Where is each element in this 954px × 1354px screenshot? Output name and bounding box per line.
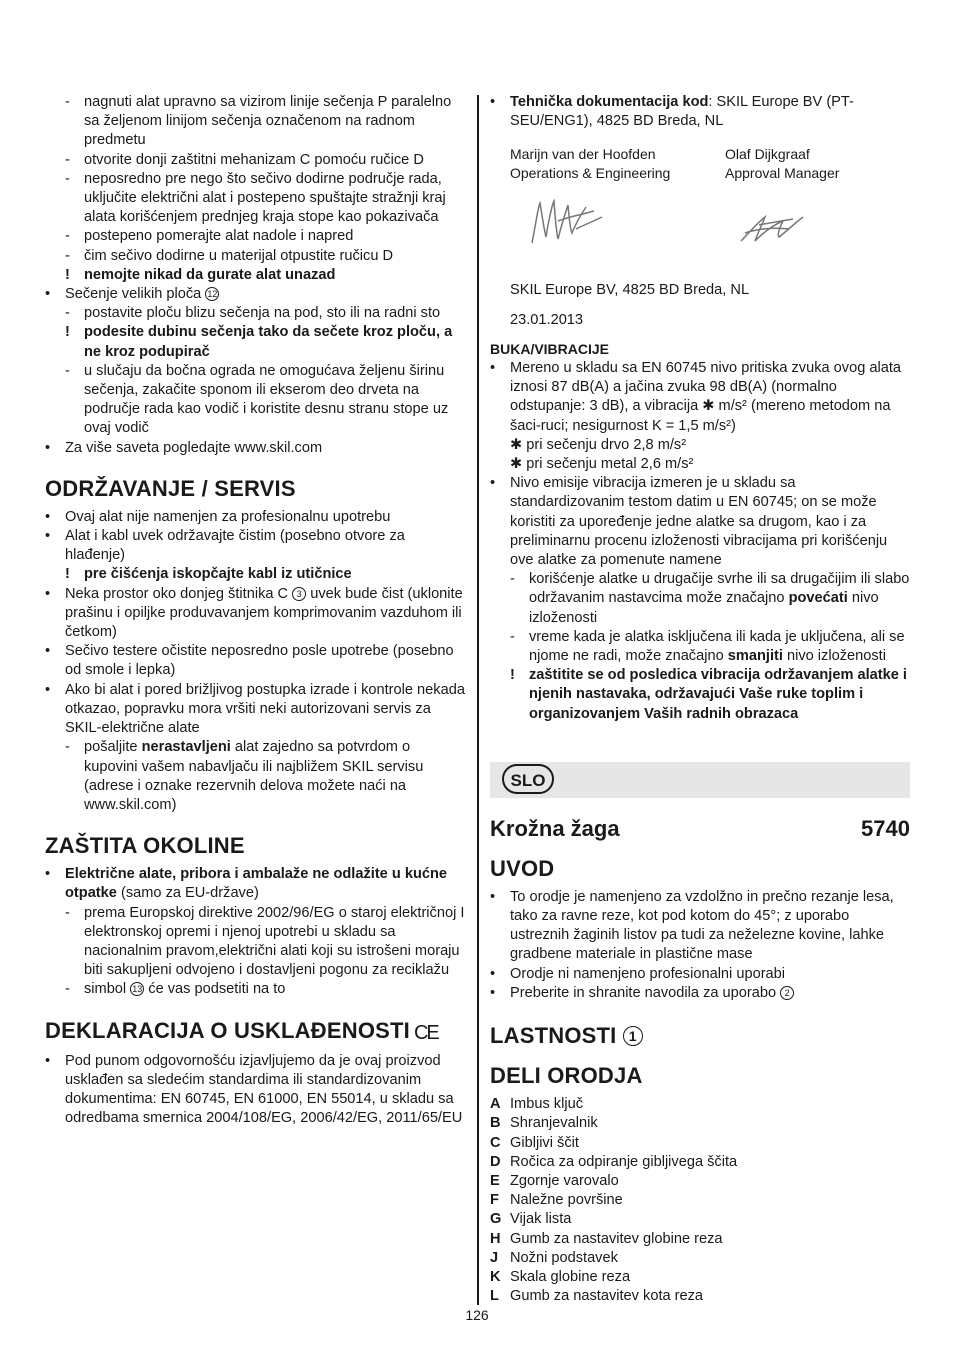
right-column bbox=[490, 93, 910, 1306]
step-text: pošaljite bbox=[84, 739, 138, 756]
instruction-step: - čim sečivo dodirne u materijal otpustite ručicu D bbox=[45, 247, 467, 266]
step-text: nivo izloženosti bbox=[529, 590, 879, 626]
bullet-text: (samo za EU-države) bbox=[120, 885, 259, 902]
part-letter: D bbox=[490, 1153, 501, 1170]
figure-ref-2: 2 bbox=[780, 986, 794, 1000]
part-name: Gumb za nastavitev globine reza bbox=[510, 1230, 723, 1247]
list-item bbox=[490, 1134, 910, 1153]
list-item bbox=[490, 1287, 910, 1306]
heading-maintenance: ODRŽAVANJE / SERVIS bbox=[45, 475, 296, 501]
instruction-step bbox=[45, 980, 467, 999]
bullet-item: • Ako bi alat i pored brižljivog postupka izrade i kontrole nekada otkazao, popravku mora vršiti neki autorizovani servis za SKIL-električne alate bbox=[45, 681, 467, 739]
warning-note: ! podesite dubinu sečenja tako da sečete kroz ploču, a ne kroz podupirač bbox=[45, 323, 467, 361]
signer-name: Marijn van der Hoofden bbox=[510, 146, 656, 163]
bullet-item bbox=[45, 285, 467, 304]
part-letter: E bbox=[490, 1172, 500, 1189]
bullet-item: • Ovaj alat nije namenjen za profesionalnu upotrebu bbox=[45, 508, 467, 527]
part-name: Ročica za odpiranje gibljivega ščita bbox=[510, 1153, 738, 1170]
step-emphasis: povećati bbox=[788, 590, 848, 607]
part-name: Nožni podstavek bbox=[510, 1249, 618, 1266]
bullet-text: Sečenje velikih ploča bbox=[65, 286, 202, 303]
instruction-step bbox=[490, 628, 910, 666]
heading-uvod: UVOD bbox=[490, 855, 555, 881]
heading-lastnosti bbox=[490, 1023, 910, 1049]
product-number: 5740 bbox=[861, 815, 910, 841]
part-letter: A bbox=[490, 1096, 501, 1113]
warning-note: ! nemojte nikad da gurate alat unazad bbox=[45, 266, 467, 285]
signature-block bbox=[490, 131, 910, 281]
part-letter: K bbox=[490, 1268, 501, 1285]
step-emphasis: nerastavljeni bbox=[141, 739, 231, 756]
signer-name: Olaf Dijkgraaf bbox=[725, 146, 810, 163]
step-text: vreme kada je alatka isključena ili kada je uključena, ali se njome ne radi, može značajno bbox=[529, 628, 905, 665]
warning-note: ! zaštitite se od posledica vibracija održavanjem alatke i njenih nastavaka, održavajući Vaše ruke toplim i organizovanjem Vaših radnih obrazaca bbox=[490, 666, 910, 724]
list-item bbox=[490, 1210, 910, 1229]
vibration-value-wood: ✱ pri sečenju drvo 2,8 m/s² bbox=[510, 436, 687, 453]
bullet-item: • Za više saveta pogledajte www.skil.com bbox=[45, 439, 467, 458]
instruction-step bbox=[490, 570, 910, 628]
instruction-step: - u slučaju da bočna ograda ne omogućava željenu širinu sečenja, zakačite sponom ili ekserom deo drveta na područje rada kao vodič i koristite desnu stranu stope uz ovaj vodič bbox=[45, 362, 467, 439]
figure-ref-12: 12 bbox=[207, 289, 218, 300]
bullet-text: Neka prostor oko donjeg štitnika C bbox=[65, 585, 289, 602]
bullet-emphasis: Električne alate, pribora i ambalaže ne odlažite u kućne otpatke bbox=[65, 866, 448, 902]
instruction-step: - postavite ploču blizu sečenja na pod, sto ili na radni sto bbox=[45, 304, 467, 323]
bullet-item bbox=[45, 585, 467, 643]
product-title-row bbox=[490, 814, 910, 844]
bullet-text: Preberite in shranite navodila za uporabo bbox=[510, 984, 777, 1001]
part-letter: F bbox=[490, 1192, 499, 1209]
warning-note: ! pre čišćenja iskopčajte kabl iz utičnice bbox=[45, 565, 467, 584]
part-name: Vijak lista bbox=[510, 1211, 572, 1228]
part-name: Skala globine reza bbox=[510, 1268, 631, 1285]
bullet-item bbox=[490, 93, 910, 131]
company-address: SKIL Europe BV, 4825 BD Breda, NL bbox=[510, 282, 750, 299]
bullet-item: • Alat i kabl uvek održavajte čistim (posebno otvore za hlađenje) bbox=[45, 527, 467, 565]
bullet-item bbox=[490, 984, 910, 1003]
page-number: 126 bbox=[465, 1307, 489, 1323]
instruction-step: - nagnuti alat upravno sa vizirom linije sečenja P paralelno sa željenom linijom sečenja označenom na radnom predmetu bbox=[45, 93, 467, 151]
bullet-item: • Sečivo testere očistite neposredno posle upotrebe (posebno od smole i lepka) bbox=[45, 642, 467, 680]
part-letter: C bbox=[490, 1134, 501, 1151]
heading-noise: BUKA/VIBRACIJE bbox=[490, 340, 610, 357]
instruction-step: - postepeno pomerajte alat nadole i napred bbox=[45, 227, 467, 246]
part-letter: H bbox=[490, 1230, 501, 1247]
bullet-item: • To orodje je namenjeno za vzdolžno in prečno rezanje lesa, tako za ravne reze, kot pod kotom do 45°; z uporabo ustreznih žaginih listov pa tudi za neželezne kovine, lahke gradbene materiale in plastične mase bbox=[490, 888, 910, 965]
part-letter: G bbox=[490, 1211, 502, 1228]
bullet-item bbox=[45, 865, 467, 903]
signature-1-icon bbox=[528, 193, 608, 251]
heading-text: DEKLARACIJA O USKLAĐENOSTI bbox=[45, 1017, 410, 1043]
instruction-step: - otvorite donji zaštitni mehanizam C pomoću ručice D bbox=[45, 151, 467, 170]
list-item bbox=[490, 1191, 910, 1210]
figure-ref-13: 13 bbox=[132, 984, 143, 995]
signer-title: Operations & Engineering bbox=[510, 165, 671, 182]
heading-deli-orodja: DELI ORODJA bbox=[490, 1063, 643, 1089]
language-band bbox=[490, 762, 910, 798]
step-text: simbol bbox=[84, 981, 127, 998]
heading-declaration bbox=[45, 1018, 467, 1046]
step-text: nivo izloženosti bbox=[786, 648, 886, 665]
list-item bbox=[490, 1249, 910, 1268]
step-text: korišćenje alatke u drugačije svrhe ili sa drugačijim ili slabo održavanim nastavcima može značajno bbox=[529, 571, 910, 607]
signature-2-icon bbox=[735, 203, 815, 251]
part-name: Shranjevalnik bbox=[510, 1115, 598, 1132]
part-name: Imbus ključ bbox=[510, 1096, 583, 1113]
bullet-text: uvek bude čist (uklonite prašinu i opiljke produvavanjem komprimovanim vazduhom ili četkom) bbox=[65, 585, 463, 641]
part-name: Gumb za nastavitev kota reza bbox=[510, 1288, 704, 1305]
heading-text: LASTNOSTI bbox=[490, 1023, 617, 1049]
signer-1 bbox=[510, 145, 670, 183]
heading-environment: ZAŠTITA OKOLINE bbox=[45, 833, 245, 859]
instruction-step bbox=[45, 738, 467, 815]
parts-list bbox=[490, 1095, 910, 1306]
declaration-date: 23.01.2013 bbox=[510, 311, 584, 328]
list-item bbox=[490, 1153, 910, 1172]
ce-mark-icon: CE bbox=[413, 1021, 438, 1044]
language-badge: SLO bbox=[502, 764, 554, 794]
step-text: alat zajedno sa potvrdom o kupovini vašem nabavljaču ili najbližem SKIL servisu (adrese i oznake rezervnih delova možete naći na www.skil.com) bbox=[84, 739, 424, 813]
part-letter: J bbox=[490, 1249, 499, 1266]
list-item bbox=[490, 1268, 910, 1287]
step-text: će vas podsetiti na to bbox=[148, 981, 286, 998]
bullet-item: • Nivo emisije vibracija izmeren je u skladu sa standardizovanim testom datim u EN 60745; on se može koristiti za upoređenje jedne alatke sa drugom, kao i za preliminarnu procenu izloženosti vibracijama pri korišćenju ove alatke za pomenute namene bbox=[490, 474, 910, 570]
bullet-text: : SKIL Europe BV (PT-SEU/ENG1), 4825 BD Breda, NL bbox=[510, 94, 854, 130]
vibration-value-metal: ✱ pri sečenju metal 2,6 m/s² bbox=[510, 456, 694, 473]
part-name: Gibljivi ščit bbox=[510, 1134, 579, 1151]
left-column bbox=[45, 93, 467, 1128]
figure-ref-1: 1 bbox=[623, 1026, 643, 1046]
instruction-step: - prema Europskoj direktive 2002/96/EG o staroj električnoj I elektronskoj opremi i njenoj upotrebi u skladu sa nacionalnim pravom,električni alati koji su istrošeni moraju biti sakupljeni odvojeno i dostavljeni pogonu za reciklažu bbox=[45, 904, 467, 981]
column-divider bbox=[477, 95, 479, 1305]
list-item bbox=[490, 1095, 910, 1114]
part-name: Zgornje varovalo bbox=[510, 1172, 619, 1189]
list-item bbox=[490, 1172, 910, 1191]
bullet-item: • Orodje ni namenjeno profesionalni uporabi bbox=[490, 965, 910, 984]
list-item bbox=[490, 1230, 910, 1249]
bullet-item: • Pod punom odgovornošću izjavljujemo da je ovaj proizvod usklađen sa sledećim standardima ili standardizovanim dokumentima: EN 60745, EN 61000, EN 55014, u skladu sa odredbama smernica 2004/108/EG, 2006/42/EG, 2011/65/EU bbox=[45, 1052, 467, 1129]
part-name: Naležne površine bbox=[510, 1192, 623, 1209]
part-letter: L bbox=[490, 1288, 499, 1305]
instruction-step: - neposredno pre nego što sečivo dodirne područje rada, uključite električni alat i postepeno spuštajte stražnji kraj alata korišćenjem prednjeg kraja stope kao pokazivača bbox=[45, 170, 467, 228]
bullet-emphasis: Tehnička dokumentacija kod bbox=[510, 94, 709, 110]
figure-ref-3: 3 bbox=[292, 587, 306, 601]
bullet-item: • Mereno u skladu sa EN 60745 nivo pritiska zvuka ovog alata iznosi 87 dB(A) a jačina zvuka 98 dB(A) (normalno odstupanje: 3 dB), a vibracija ✱ m/s² (mereno metodom na šaci-ruci; nesigurnost K = 1,5 m/s²) bbox=[490, 359, 910, 436]
product-title: Krožna žaga bbox=[490, 815, 620, 841]
list-item bbox=[490, 1114, 910, 1133]
step-emphasis: smanjiti bbox=[727, 648, 783, 665]
part-letter: B bbox=[490, 1115, 501, 1132]
signer-2 bbox=[725, 145, 839, 183]
signer-title: Approval Manager bbox=[725, 165, 840, 182]
